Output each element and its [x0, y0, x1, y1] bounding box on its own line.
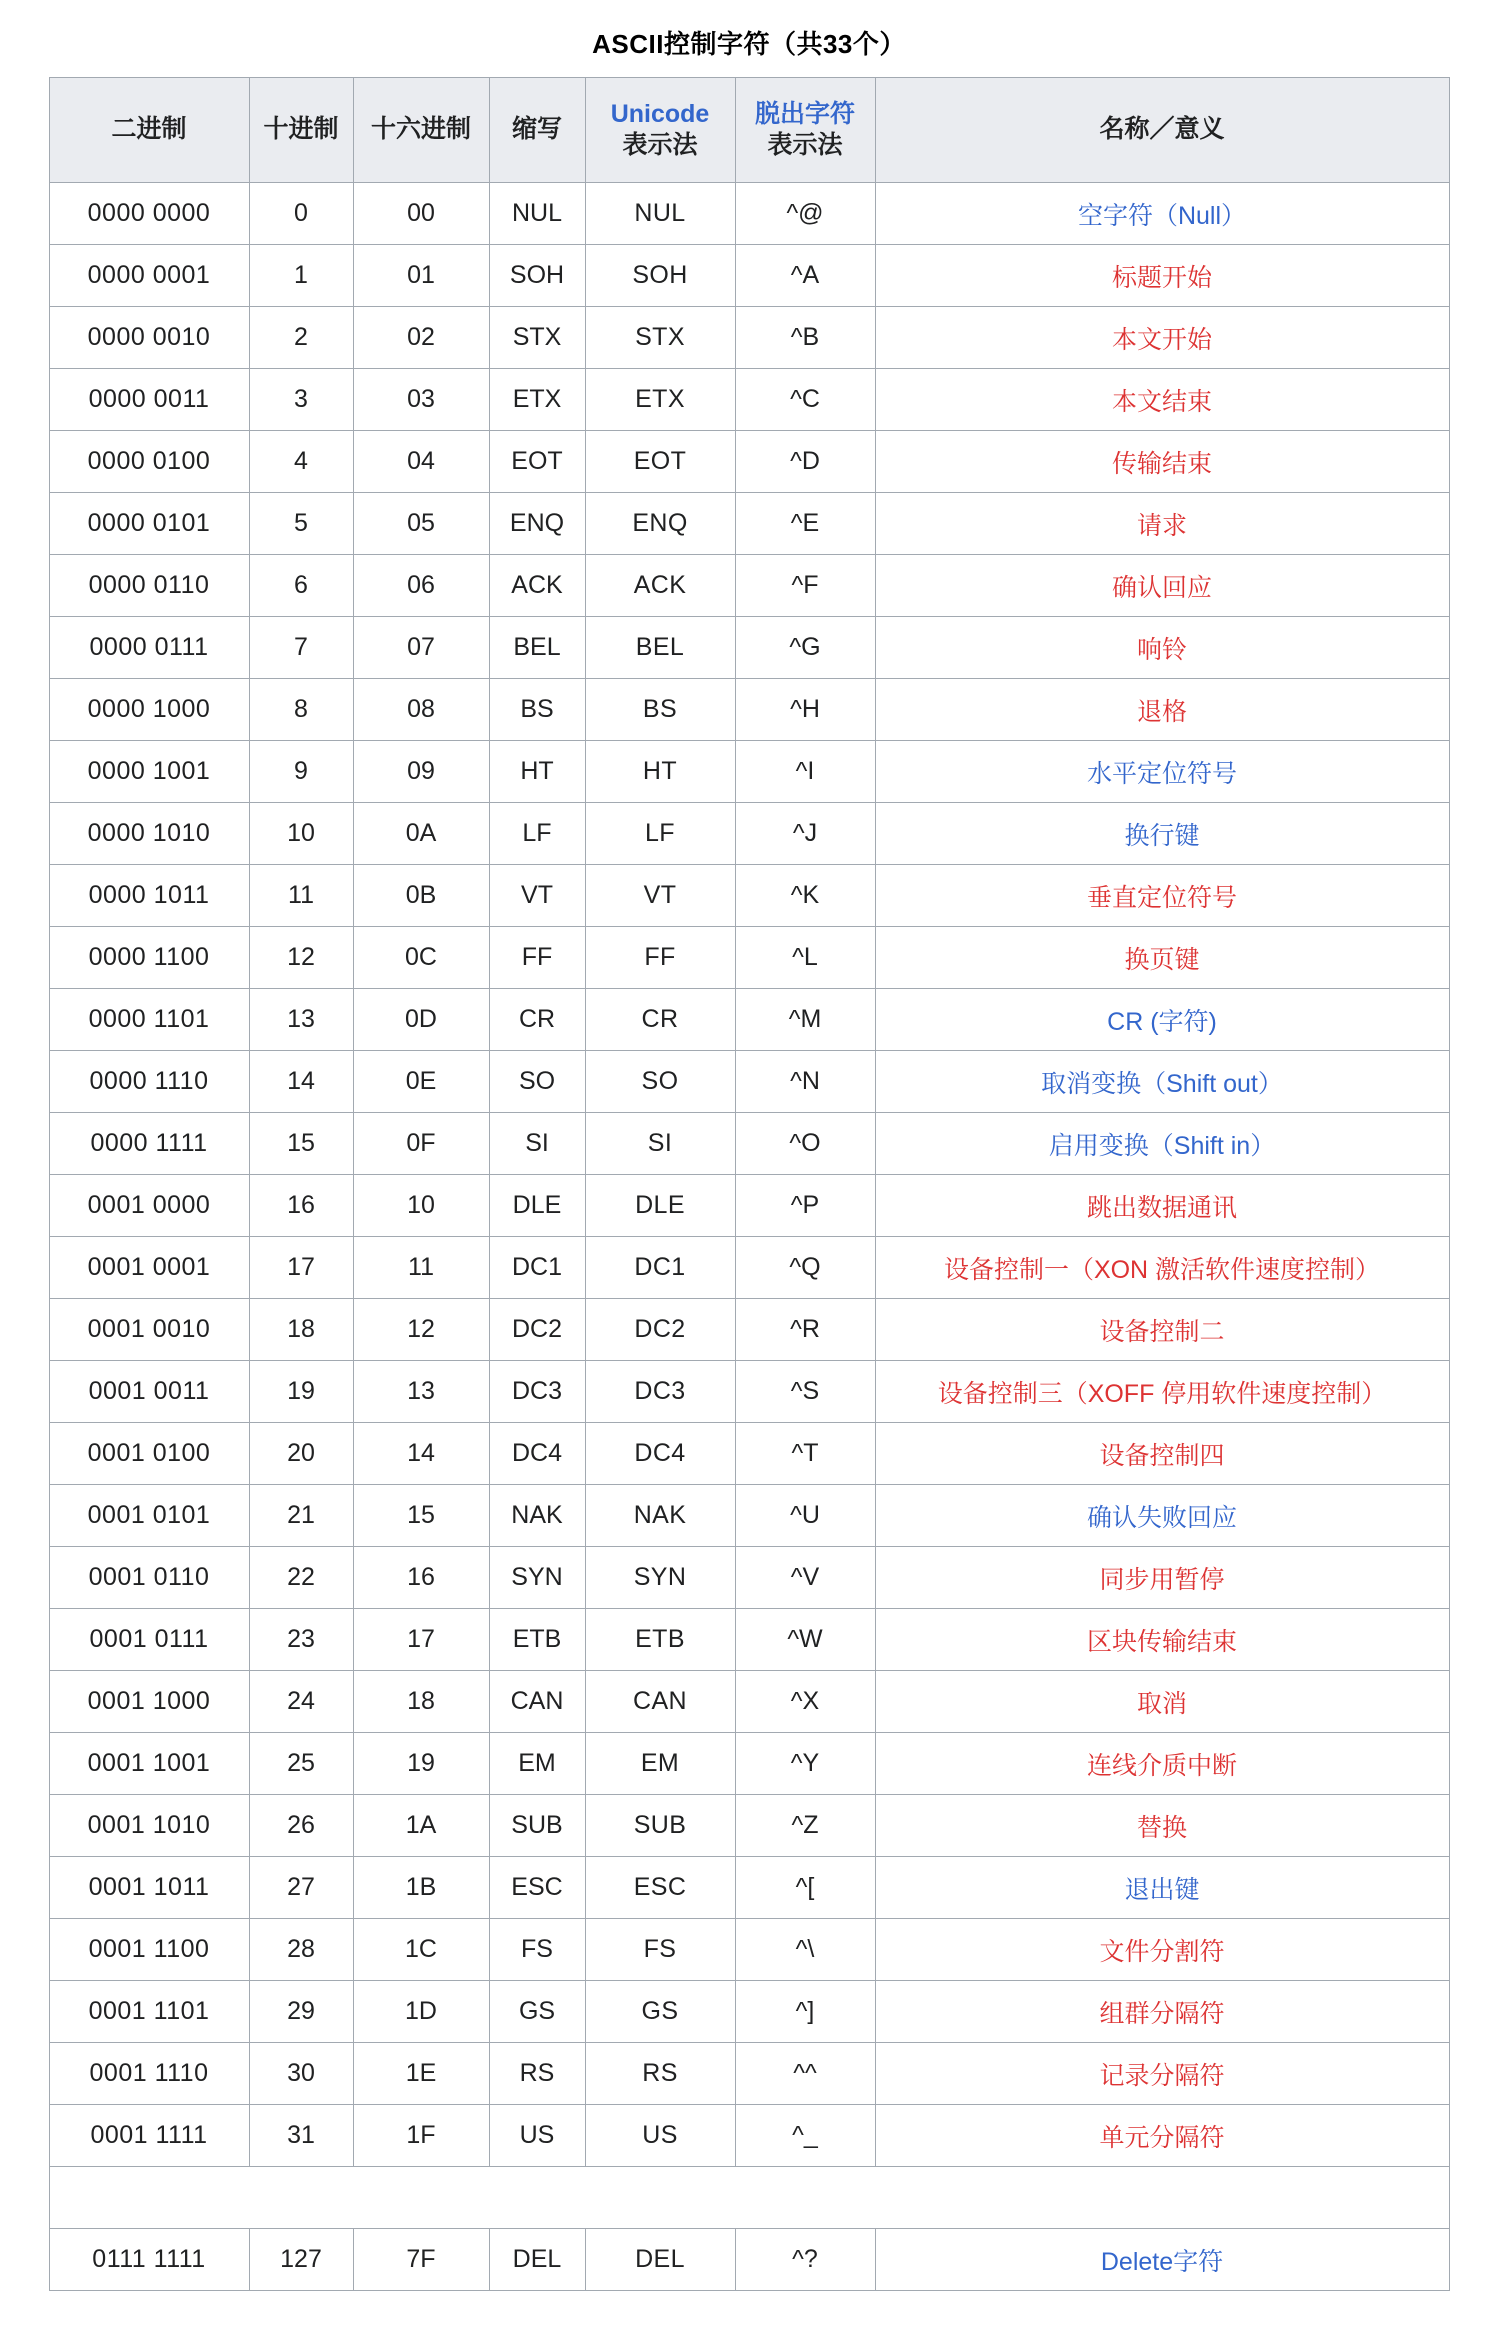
table-row: [49, 1981, 1449, 2043]
cell-binary: 0001 1000: [49, 1671, 249, 1733]
cell-unicode-glyph: RS: [585, 2043, 735, 2105]
cell-hex: 0D: [353, 989, 489, 1051]
cell-binary: 0000 1111: [49, 1113, 249, 1175]
cell-decimal: 26: [249, 1795, 353, 1857]
cell-escape: ^?: [735, 2229, 875, 2291]
cell-decimal: 5: [249, 493, 353, 555]
column-header-hex: 十六进制: [353, 78, 489, 183]
cell-decimal: 25: [249, 1733, 353, 1795]
cell-abbreviation: DC4: [489, 1423, 585, 1485]
cell-hex: 1F: [353, 2105, 489, 2167]
cell-name-meaning: 取消: [875, 1671, 1449, 1733]
cell-name-meaning: 组群分隔符: [875, 1981, 1449, 2043]
cell-unicode-glyph: VT: [585, 865, 735, 927]
cell-decimal: 9: [249, 741, 353, 803]
cell-escape: ^@: [735, 183, 875, 245]
cell-binary: 0000 1010: [49, 803, 249, 865]
cell-hex: 13: [353, 1361, 489, 1423]
cell-unicode-glyph: GS: [585, 1981, 735, 2043]
table-body: [49, 183, 1449, 2291]
table-row: [49, 2105, 1449, 2167]
cell-escape: ^Y: [735, 1733, 875, 1795]
cell-name-meaning: 确认回应: [875, 555, 1449, 617]
cell-decimal: 127: [249, 2229, 353, 2291]
cell-name-meaning: 替换: [875, 1795, 1449, 1857]
column-header-name-meaning: 名称／意义: [875, 78, 1449, 183]
cell-binary: 0000 1000: [49, 679, 249, 741]
cell-escape: ^N: [735, 1051, 875, 1113]
cell-binary: 0000 1001: [49, 741, 249, 803]
column-header-unicode: [585, 78, 735, 183]
cell-escape: ^X: [735, 1671, 875, 1733]
cell-binary: 0000 1101: [49, 989, 249, 1051]
cell-name-meaning: 标题开始: [875, 245, 1449, 307]
cell-decimal: 19: [249, 1361, 353, 1423]
cell-unicode-glyph: DEL: [585, 2229, 735, 2291]
cell-escape: ^C: [735, 369, 875, 431]
cell-decimal: 1: [249, 245, 353, 307]
cell-binary: 0000 0001: [49, 245, 249, 307]
cell-hex: 17: [353, 1609, 489, 1671]
table-row: [49, 1857, 1449, 1919]
cell-decimal: 15: [249, 1113, 353, 1175]
cell-hex: 18: [353, 1671, 489, 1733]
table-header: [49, 78, 1449, 183]
table-row-delete: [49, 2229, 1449, 2291]
cell-name-meaning: 文件分割符: [875, 1919, 1449, 1981]
cell-decimal: 10: [249, 803, 353, 865]
cell-hex: 0E: [353, 1051, 489, 1113]
cell-decimal: 8: [249, 679, 353, 741]
column-header-unicode-line2: 表示法: [622, 131, 698, 159]
cell-unicode-glyph: EM: [585, 1733, 735, 1795]
cell-abbreviation: DC1: [489, 1237, 585, 1299]
cell-name-meaning: 确认失败回应: [875, 1485, 1449, 1547]
cell-abbreviation: RS: [489, 2043, 585, 2105]
cell-unicode-glyph: DLE: [585, 1175, 735, 1237]
table-row: [49, 1051, 1449, 1113]
cell-abbreviation: SOH: [489, 245, 585, 307]
cell-unicode-glyph: FS: [585, 1919, 735, 1981]
cell-hex: 01: [353, 245, 489, 307]
cell-hex: 07: [353, 617, 489, 679]
cell-name-meaning: 区块传输结束: [875, 1609, 1449, 1671]
cell-decimal: 11: [249, 865, 353, 927]
cell-name-meaning: 退格: [875, 679, 1449, 741]
cell-abbreviation: ENQ: [489, 493, 585, 555]
table-row: [49, 865, 1449, 927]
cell-unicode-glyph: SYN: [585, 1547, 735, 1609]
table-row: [49, 1795, 1449, 1857]
cell-abbreviation: US: [489, 2105, 585, 2167]
cell-decimal: 18: [249, 1299, 353, 1361]
cell-name-meaning: 换行键: [875, 803, 1449, 865]
cell-name-meaning: 空字符（Null）: [875, 183, 1449, 245]
cell-binary: 0000 1100: [49, 927, 249, 989]
cell-decimal: 22: [249, 1547, 353, 1609]
cell-name-meaning: 设备控制一（XON 激活软件速度控制）: [875, 1237, 1449, 1299]
cell-hex: 0F: [353, 1113, 489, 1175]
cell-unicode-glyph: ETB: [585, 1609, 735, 1671]
cell-escape: ^S: [735, 1361, 875, 1423]
column-header-unicode-line1: Unicode: [610, 99, 710, 128]
ascii-control-characters-table: [49, 77, 1450, 2291]
cell-hex: 00: [353, 183, 489, 245]
cell-escape: ^O: [735, 1113, 875, 1175]
cell-abbreviation: FS: [489, 1919, 585, 1981]
cell-abbreviation: LF: [489, 803, 585, 865]
table-row: [49, 1485, 1449, 1547]
cell-hex: 1E: [353, 2043, 489, 2105]
cell-abbreviation: DLE: [489, 1175, 585, 1237]
cell-name-meaning: 跳出数据通讯: [875, 1175, 1449, 1237]
cell-abbreviation: EM: [489, 1733, 585, 1795]
cell-unicode-glyph: LF: [585, 803, 735, 865]
cell-unicode-glyph: CR: [585, 989, 735, 1051]
cell-escape: ^Z: [735, 1795, 875, 1857]
cell-binary: 0001 0111: [49, 1609, 249, 1671]
table-row: [49, 1423, 1449, 1485]
cell-name-meaning: 记录分隔符: [875, 2043, 1449, 2105]
cell-hex: 06: [353, 555, 489, 617]
cell-unicode-glyph: SI: [585, 1113, 735, 1175]
cell-escape: ^L: [735, 927, 875, 989]
cell-escape: ^A: [735, 245, 875, 307]
cell-hex: 16: [353, 1547, 489, 1609]
column-header-escape-line2: 表示法: [767, 131, 843, 159]
cell-abbreviation: CAN: [489, 1671, 585, 1733]
cell-binary: 0001 0110: [49, 1547, 249, 1609]
cell-escape: ^H: [735, 679, 875, 741]
cell-escape: ^^: [735, 2043, 875, 2105]
cell-decimal: 20: [249, 1423, 353, 1485]
cell-hex: 1C: [353, 1919, 489, 1981]
cell-name-meaning: 垂直定位符号: [875, 865, 1449, 927]
cell-name-meaning: 取消变换（Shift out）: [875, 1051, 1449, 1113]
table-row: [49, 1361, 1449, 1423]
cell-unicode-glyph: NUL: [585, 183, 735, 245]
table-row: [49, 431, 1449, 493]
cell-unicode-glyph: ETX: [585, 369, 735, 431]
cell-binary: 0001 1111: [49, 2105, 249, 2167]
cell-escape: ^_: [735, 2105, 875, 2167]
cell-name-meaning: 单元分隔符: [875, 2105, 1449, 2167]
cell-unicode-glyph: BEL: [585, 617, 735, 679]
cell-hex: 0C: [353, 927, 489, 989]
cell-hex: 02: [353, 307, 489, 369]
table-row: [49, 1299, 1449, 1361]
table-row: [49, 369, 1449, 431]
table-row: [49, 1113, 1449, 1175]
cell-escape: ^B: [735, 307, 875, 369]
cell-abbreviation: SYN: [489, 1547, 585, 1609]
cell-unicode-glyph: NAK: [585, 1485, 735, 1547]
cell-unicode-glyph: BS: [585, 679, 735, 741]
column-header-binary: 二进制: [49, 78, 249, 183]
table-row: [49, 741, 1449, 803]
cell-hex: 1D: [353, 1981, 489, 2043]
cell-abbreviation: SUB: [489, 1795, 585, 1857]
cell-abbreviation: BS: [489, 679, 585, 741]
cell-decimal: 14: [249, 1051, 353, 1113]
cell-escape: ^R: [735, 1299, 875, 1361]
cell-name-meaning: 设备控制三（XOFF 停用软件速度控制）: [875, 1361, 1449, 1423]
cell-binary: 0001 1001: [49, 1733, 249, 1795]
cell-abbreviation: ESC: [489, 1857, 585, 1919]
cell-hex: 11: [353, 1237, 489, 1299]
cell-abbreviation: DEL: [489, 2229, 585, 2291]
cell-binary: 0001 1101: [49, 1981, 249, 2043]
cell-escape: ^I: [735, 741, 875, 803]
cell-hex: 0B: [353, 865, 489, 927]
cell-name-meaning: 请求: [875, 493, 1449, 555]
table-row: [49, 1237, 1449, 1299]
cell-unicode-glyph: DC3: [585, 1361, 735, 1423]
cell-abbreviation: FF: [489, 927, 585, 989]
cell-name-meaning: 本文开始: [875, 307, 1449, 369]
cell-escape: ^[: [735, 1857, 875, 1919]
cell-binary: 0000 0100: [49, 431, 249, 493]
cell-unicode-glyph: FF: [585, 927, 735, 989]
table-row: [49, 307, 1449, 369]
cell-abbreviation: GS: [489, 1981, 585, 2043]
cell-binary: 0000 1110: [49, 1051, 249, 1113]
cell-hex: 0A: [353, 803, 489, 865]
cell-hex: 04: [353, 431, 489, 493]
cell-unicode-glyph: ENQ: [585, 493, 735, 555]
cell-binary: 0001 0101: [49, 1485, 249, 1547]
cell-abbreviation: HT: [489, 741, 585, 803]
cell-binary: 0111 1111: [49, 2229, 249, 2291]
cell-binary: 0001 0011: [49, 1361, 249, 1423]
cell-decimal: 24: [249, 1671, 353, 1733]
cell-abbreviation: NAK: [489, 1485, 585, 1547]
table-row: [49, 1671, 1449, 1733]
cell-hex: 05: [353, 493, 489, 555]
cell-hex: 08: [353, 679, 489, 741]
cell-name-meaning: 水平定位符号: [875, 741, 1449, 803]
cell-name-meaning: 退出键: [875, 1857, 1449, 1919]
cell-binary: 0000 1011: [49, 865, 249, 927]
table-row: [49, 803, 1449, 865]
cell-hex: 19: [353, 1733, 489, 1795]
cell-abbreviation: NUL: [489, 183, 585, 245]
cell-decimal: 12: [249, 927, 353, 989]
row-gap: [49, 2167, 1449, 2229]
cell-escape: ^P: [735, 1175, 875, 1237]
cell-decimal: 27: [249, 1857, 353, 1919]
cell-escape: ^J: [735, 803, 875, 865]
cell-binary: 0000 0000: [49, 183, 249, 245]
cell-binary: 0001 0100: [49, 1423, 249, 1485]
cell-decimal: 31: [249, 2105, 353, 2167]
cell-unicode-glyph: DC4: [585, 1423, 735, 1485]
cell-name-meaning: CR (字符): [875, 989, 1449, 1051]
cell-binary: 0001 1100: [49, 1919, 249, 1981]
cell-decimal: 23: [249, 1609, 353, 1671]
cell-decimal: 29: [249, 1981, 353, 2043]
table-row: [49, 245, 1449, 307]
table-row: [49, 679, 1449, 741]
table-row: [49, 1733, 1449, 1795]
cell-abbreviation: DC3: [489, 1361, 585, 1423]
cell-escape: ^T: [735, 1423, 875, 1485]
cell-binary: 0000 0110: [49, 555, 249, 617]
cell-abbreviation: ACK: [489, 555, 585, 617]
cell-escape: ^D: [735, 431, 875, 493]
cell-binary: 0000 0101: [49, 493, 249, 555]
cell-escape: ^Q: [735, 1237, 875, 1299]
cell-decimal: 0: [249, 183, 353, 245]
column-header-decimal: 十进制: [249, 78, 353, 183]
cell-binary: 0001 0001: [49, 1237, 249, 1299]
cell-name-meaning: 响铃: [875, 617, 1449, 679]
column-header-escape-line1: 脱出字符: [754, 99, 855, 128]
cell-hex: 15: [353, 1485, 489, 1547]
table-row: [49, 927, 1449, 989]
cell-binary: 0000 0011: [49, 369, 249, 431]
cell-unicode-glyph: SO: [585, 1051, 735, 1113]
table-row: [49, 493, 1449, 555]
cell-abbreviation: DC2: [489, 1299, 585, 1361]
cell-binary: 0001 1011: [49, 1857, 249, 1919]
cell-escape: ^F: [735, 555, 875, 617]
header-row: [49, 78, 1449, 183]
cell-escape: ^U: [735, 1485, 875, 1547]
cell-binary: 0000 0111: [49, 617, 249, 679]
cell-escape: ^]: [735, 1981, 875, 2043]
cell-unicode-glyph: EOT: [585, 431, 735, 493]
cell-unicode-glyph: US: [585, 2105, 735, 2167]
cell-abbreviation: CR: [489, 989, 585, 1051]
cell-escape: ^V: [735, 1547, 875, 1609]
cell-decimal: 30: [249, 2043, 353, 2105]
cell-unicode-glyph: HT: [585, 741, 735, 803]
cell-abbreviation: BEL: [489, 617, 585, 679]
cell-name-meaning: 设备控制四: [875, 1423, 1449, 1485]
cell-abbreviation: ETB: [489, 1609, 585, 1671]
cell-escape: ^E: [735, 493, 875, 555]
cell-decimal: 17: [249, 1237, 353, 1299]
cell-escape: ^W: [735, 1609, 875, 1671]
cell-decimal: 21: [249, 1485, 353, 1547]
cell-decimal: 7: [249, 617, 353, 679]
table-row: [49, 183, 1449, 245]
cell-decimal: 16: [249, 1175, 353, 1237]
table-row: [49, 1919, 1449, 1981]
cell-unicode-glyph: DC1: [585, 1237, 735, 1299]
table-row: [49, 1547, 1449, 1609]
cell-unicode-glyph: SOH: [585, 245, 735, 307]
cell-escape: ^G: [735, 617, 875, 679]
cell-name-meaning: 换页键: [875, 927, 1449, 989]
cell-binary: 0001 0010: [49, 1299, 249, 1361]
cell-name-meaning: 同步用暂停: [875, 1547, 1449, 1609]
row-gap-cell: [49, 2167, 1449, 2229]
cell-decimal: 4: [249, 431, 353, 493]
cell-hex: 1B: [353, 1857, 489, 1919]
cell-hex: 7F: [353, 2229, 489, 2291]
table-row: [49, 617, 1449, 679]
cell-binary: 0001 1110: [49, 2043, 249, 2105]
column-header-abbreviation: 缩写: [489, 78, 585, 183]
cell-hex: 1A: [353, 1795, 489, 1857]
cell-decimal: 3: [249, 369, 353, 431]
cell-hex: 09: [353, 741, 489, 803]
column-header-escape: [735, 78, 875, 183]
cell-decimal: 6: [249, 555, 353, 617]
cell-hex: 03: [353, 369, 489, 431]
table-row: [49, 555, 1449, 617]
cell-name-meaning: 本文结束: [875, 369, 1449, 431]
cell-escape: ^M: [735, 989, 875, 1051]
cell-abbreviation: SO: [489, 1051, 585, 1113]
cell-name-meaning: Delete字符: [875, 2229, 1449, 2291]
cell-unicode-glyph: STX: [585, 307, 735, 369]
cell-unicode-glyph: ACK: [585, 555, 735, 617]
cell-decimal: 28: [249, 1919, 353, 1981]
cell-decimal: 2: [249, 307, 353, 369]
cell-binary: 0001 0000: [49, 1175, 249, 1237]
cell-escape: ^\: [735, 1919, 875, 1981]
cell-name-meaning: 启用变换（Shift in）: [875, 1113, 1449, 1175]
table-caption: ASCII控制字符（共33个）: [592, 29, 906, 59]
cell-unicode-glyph: DC2: [585, 1299, 735, 1361]
table-row: [49, 2043, 1449, 2105]
cell-hex: 10: [353, 1175, 489, 1237]
cell-unicode-glyph: ESC: [585, 1857, 735, 1919]
cell-abbreviation: EOT: [489, 431, 585, 493]
cell-abbreviation: ETX: [489, 369, 585, 431]
table-row: [49, 989, 1449, 1051]
cell-decimal: 13: [249, 989, 353, 1051]
table-row: [49, 1175, 1449, 1237]
cell-unicode-glyph: CAN: [585, 1671, 735, 1733]
cell-abbreviation: SI: [489, 1113, 585, 1175]
cell-abbreviation: VT: [489, 865, 585, 927]
cell-unicode-glyph: SUB: [585, 1795, 735, 1857]
cell-hex: 12: [353, 1299, 489, 1361]
cell-name-meaning: 设备控制二: [875, 1299, 1449, 1361]
table-row: [49, 1609, 1449, 1671]
cell-binary: 0000 0010: [49, 307, 249, 369]
cell-binary: 0001 1010: [49, 1795, 249, 1857]
cell-hex: 14: [353, 1423, 489, 1485]
cell-name-meaning: 连线介质中断: [875, 1733, 1449, 1795]
cell-escape: ^K: [735, 865, 875, 927]
cell-name-meaning: 传输结束: [875, 431, 1449, 493]
cell-abbreviation: STX: [489, 307, 585, 369]
